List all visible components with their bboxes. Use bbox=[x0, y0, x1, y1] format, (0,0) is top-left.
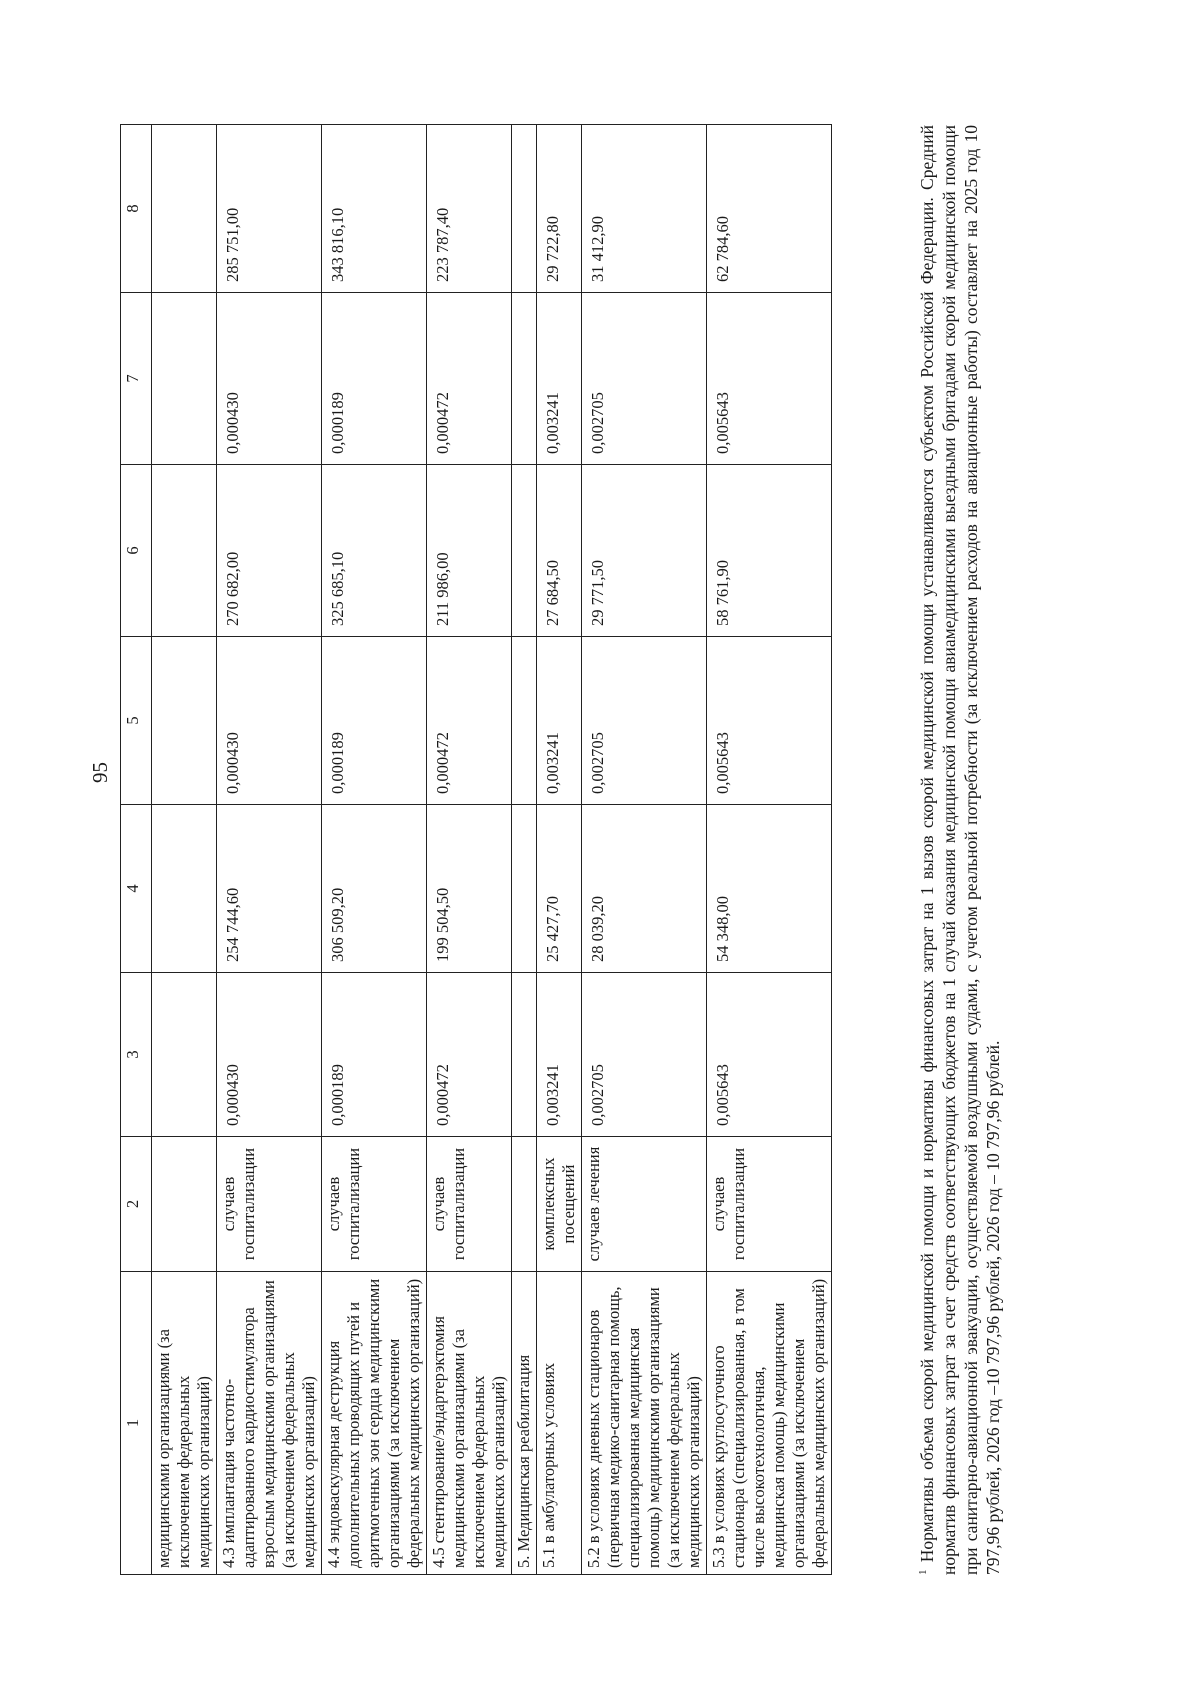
table-row bbox=[582, 125, 707, 1575]
cell-value: 0,000472 bbox=[427, 973, 512, 1137]
cell-value: 270 682,00 bbox=[217, 465, 322, 637]
cell-value: 0,005643 bbox=[707, 293, 832, 465]
cell-value: 343 816,10 bbox=[322, 125, 427, 293]
empty-cell bbox=[512, 973, 537, 1137]
cell-value bbox=[152, 465, 217, 637]
empty-cell bbox=[512, 1137, 537, 1272]
row-name: 4.5 стентирование/эндартерэктомия медицинскими организациями (за исключением федеральных медицинских организаций) bbox=[427, 1272, 512, 1575]
empty-cell bbox=[512, 465, 537, 637]
cell-value: 285 751,00 bbox=[217, 125, 322, 293]
cell-value bbox=[152, 637, 217, 805]
footnote-text: Нормативы объема скорой медицинской помощи и нормативы финансовых затрат на 1 вызов скорой медицинской помощи устанавливаются субъектом Российской Федерации. Средний норматив финансовых затрат за счет средств соответствующих бюджетов на 1 случай оказания медицинской помощи авиамедицинскими выездными бригадами скорой медицинской помощи при санитарно-авиационной эвакуации, осуществляемой воздушными судами, с учетом реальной потребности (за исключением расходов на авиационные работы) составляет на 2025 год 10 797,96 рублей, 2026 год –10 797,96 рублей, 2026 год – 10 797,96 рублей. bbox=[916, 125, 1003, 1575]
cell-value: 0,000430 bbox=[217, 293, 322, 465]
row-unit: случаев госпитализации bbox=[217, 1137, 322, 1272]
section-title: 5. Медицинская реабилитация bbox=[512, 1272, 537, 1575]
cell-value: 62 784,60 bbox=[707, 125, 832, 293]
column-number: 2 bbox=[121, 1137, 152, 1272]
cell-value bbox=[152, 973, 217, 1137]
cell-value: 0,002705 bbox=[582, 293, 707, 465]
cell-value: 0,002705 bbox=[582, 973, 707, 1137]
column-number: 1 bbox=[121, 1272, 152, 1575]
table-row bbox=[707, 125, 832, 1575]
cell-value: 29 771,50 bbox=[582, 465, 707, 637]
cell-value: 0,003241 bbox=[537, 973, 582, 1137]
cell-value: 223 787,40 bbox=[427, 125, 512, 293]
cell-value: 25 427,70 bbox=[537, 805, 582, 973]
cell-value: 0,000189 bbox=[322, 293, 427, 465]
cell-value: 0,000472 bbox=[427, 637, 512, 805]
document-page bbox=[40, 80, 1160, 1640]
row-unit bbox=[152, 1137, 217, 1272]
footnote-marker: 1 bbox=[917, 1569, 929, 1575]
cell-value: 58 761,90 bbox=[707, 465, 832, 637]
row-unit: случаев госпитализации bbox=[427, 1137, 512, 1272]
cell-value: 0,000430 bbox=[217, 973, 322, 1137]
column-number: 3 bbox=[121, 973, 152, 1137]
column-number: 4 bbox=[121, 805, 152, 973]
table-row bbox=[217, 125, 322, 1575]
table-row bbox=[537, 125, 582, 1575]
table-row bbox=[322, 125, 427, 1575]
table-row bbox=[427, 125, 512, 1575]
column-number: 5 bbox=[121, 637, 152, 805]
row-name: 5.3 в условиях круглосуточного стационара (специализированная, в том числе высокотехнологичная, медицинская помощь) медицинскими организациями (за исключением федеральных медицинских организаций) bbox=[707, 1272, 832, 1575]
cell-value bbox=[152, 125, 217, 293]
cell-value: 0,000189 bbox=[322, 973, 427, 1137]
cell-value: 0,005643 bbox=[707, 973, 832, 1137]
row-name: 5.1 в амбулаторных условиях bbox=[537, 1272, 582, 1575]
cell-value: 211 986,00 bbox=[427, 465, 512, 637]
cell-value: 29 722,80 bbox=[537, 125, 582, 293]
norms-table bbox=[120, 124, 832, 1575]
cell-value: 0,005643 bbox=[707, 637, 832, 805]
empty-cell bbox=[512, 637, 537, 805]
column-number: 6 bbox=[121, 465, 152, 637]
cell-value: 0,000472 bbox=[427, 293, 512, 465]
cell-value: 199 504,50 bbox=[427, 805, 512, 973]
row-unit: комплексных посещений bbox=[537, 1137, 582, 1272]
cell-value: 306 509,20 bbox=[322, 805, 427, 973]
row-unit: случаев госпитализации bbox=[707, 1137, 832, 1272]
row-unit: случаев лечения bbox=[582, 1137, 707, 1272]
column-number: 7 bbox=[121, 293, 152, 465]
row-name: 4.3 имплантация частотно-адаптированного кардиостимулятора взрослым медицинскими организациями (за исключением федеральных медицинских организаций) bbox=[217, 1272, 322, 1575]
cell-value: 254 744,60 bbox=[217, 805, 322, 973]
table-row bbox=[152, 125, 217, 1575]
cell-value bbox=[152, 293, 217, 465]
footnote bbox=[912, 125, 1004, 1575]
page-number: 95 bbox=[88, 762, 112, 783]
empty-cell bbox=[512, 805, 537, 973]
empty-cell bbox=[512, 125, 537, 293]
column-number: 8 bbox=[121, 125, 152, 293]
empty-cell bbox=[512, 293, 537, 465]
row-name: 5.2 в условиях дневных стационаров (первичная медико-санитарная помощь, специализированная медицинская помощь) медицинскими организациями (за исключением федеральных медицинских организаций) bbox=[582, 1272, 707, 1575]
cell-value: 0,000430 bbox=[217, 637, 322, 805]
row-name: медицинскими организациями (за исключением федеральных медицинских организаций) bbox=[152, 1272, 217, 1575]
cell-value: 28 039,20 bbox=[582, 805, 707, 973]
row-name: 4.4 эндоваскулярная деструкция дополнительных проводящих путей и аритмогенных зон сердца медицинскими организациями (за исключением федеральных медицинских организаций) bbox=[322, 1272, 427, 1575]
cell-value: 31 412,90 bbox=[582, 125, 707, 293]
row-unit: случаев госпитализации bbox=[322, 1137, 427, 1272]
cell-value: 0,003241 bbox=[537, 637, 582, 805]
cell-value: 0,003241 bbox=[537, 293, 582, 465]
cell-value: 27 684,50 bbox=[537, 465, 582, 637]
cell-value: 54 348,00 bbox=[707, 805, 832, 973]
cell-value bbox=[152, 805, 217, 973]
cell-value: 0,000189 bbox=[322, 637, 427, 805]
cell-value: 325 685,10 bbox=[322, 465, 427, 637]
column-number-row bbox=[121, 125, 152, 1575]
section-row bbox=[512, 125, 537, 1575]
cell-value: 0,002705 bbox=[582, 637, 707, 805]
